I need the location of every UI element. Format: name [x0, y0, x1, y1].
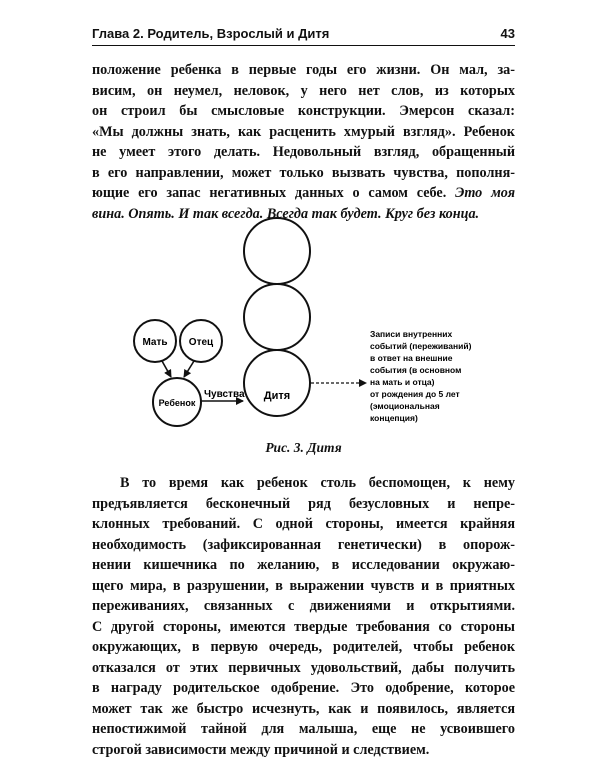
text-line: строгой зависимости между причиной и следствием.: [92, 740, 515, 760]
diagram-svg: [120, 205, 520, 433]
running-header: [92, 26, 515, 41]
annotation-line: событий (переживаний): [370, 341, 472, 351]
annotation: [370, 329, 472, 423]
mother-label: Мать: [142, 337, 167, 348]
father-label: Отец: [189, 337, 214, 348]
text-line: «Мы должны знать, как расценить хмурый взгляд». Ребенок: [92, 122, 515, 143]
annotation-line: Записи внутренних: [370, 329, 452, 339]
annotation-line: события (в основном: [370, 365, 461, 375]
stack-circle-middle: [244, 284, 310, 350]
annotation-line: (эмоциональная: [370, 401, 440, 411]
figure-caption: Рис. 3. Дитя: [92, 440, 515, 456]
text-line: необходимость (зафиксированная генетически) в опорож-: [92, 535, 515, 556]
text-line: в награду родительское одобрение. Это одобрение, которое: [92, 678, 515, 699]
annotation-line: от рождения до 5 лет: [370, 389, 460, 399]
child-circle-big: [244, 350, 310, 416]
text-line: предъявляется бесконечный ряд безусловных и непре-: [92, 494, 515, 515]
arrow-father-to-child: [184, 361, 194, 377]
header-rule: [92, 45, 515, 46]
text-line: непостижимой тайной для малыша, еще не усвоившего: [92, 719, 515, 740]
annotation-line: на мать и отца): [370, 377, 435, 387]
text-line: С другой стороны, имеются твердые требования со стороны: [92, 617, 515, 638]
text-line: висим, он неумел, неловок, у него нет слов, из которых: [92, 81, 515, 102]
annotation-line: концепция): [370, 413, 418, 423]
stack-circle-top: [244, 218, 310, 284]
feelings-label: Чувства: [204, 389, 245, 400]
text-line: не умеет этого делать. Недовольный взгляд, обращенный: [92, 142, 515, 163]
paragraph-1: [92, 60, 515, 224]
text-line: он строил бы смысловые конструкции. Эмерсон сказал:: [92, 101, 515, 122]
child-small-label: Ребенок: [159, 398, 196, 408]
paragraph-2: [92, 473, 515, 760]
text-line: щего мира, в разрушении, в выражении чувств и в приятных: [92, 576, 515, 597]
text-line: клонных требований. С одной стороны, имеется крайняя: [92, 514, 515, 535]
text-line: переживаниях, связанных с движениями и открытиями.: [92, 596, 515, 617]
text-line: в его направлении, может только вызвать чувства, пополня-: [92, 163, 515, 184]
chapter-title: Глава 2. Родитель, Взрослый и Дитя: [92, 26, 329, 41]
text-line: нении кишечника по желанию, в исследовании окружаю-: [92, 555, 515, 576]
annotation-line: в ответ на внешние: [370, 353, 453, 363]
arrow-mother-to-child: [162, 361, 171, 377]
text-line: отказался от этих первичных удовольствий, дабы получить: [92, 658, 515, 679]
text-line: может так же быстро исчезнуть, как и появилось, является: [92, 699, 515, 720]
child-big-label: Дитя: [264, 390, 290, 402]
child-diagram: [120, 205, 520, 433]
text-line: положение ребенка в первые годы его жизни. Он мал, за-: [92, 60, 515, 81]
italic-phrase: вина. Опять. И так всегда. Всегда так будет. Круг без конца.: [92, 206, 479, 222]
page-number: 43: [501, 26, 515, 41]
italic-phrase: Это моя: [455, 185, 515, 201]
text-line: окружающих, в первую очередь, родителей, чтобы ребенок: [92, 637, 515, 658]
text-segment: ющие его запас негативных данных о самом себе.: [92, 185, 446, 201]
text-line-mixed: [92, 183, 515, 204]
text-line: В то время как ребенок столь беспомощен, к нему: [92, 473, 515, 494]
